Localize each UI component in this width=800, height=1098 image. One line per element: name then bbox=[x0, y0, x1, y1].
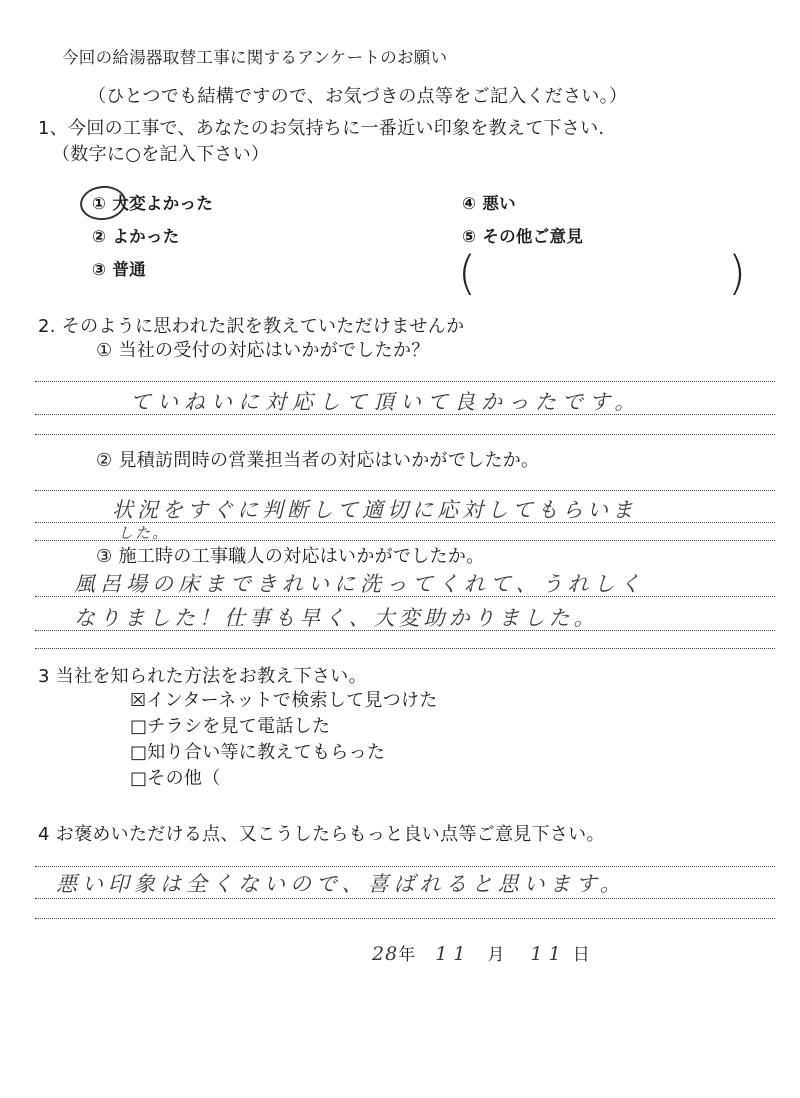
answer-line bbox=[35, 596, 775, 597]
answer-line bbox=[35, 434, 775, 435]
q1-option-4[interactable]: ④ 悪い bbox=[462, 194, 516, 213]
q1-option-1[interactable]: ① 大変よかった bbox=[92, 194, 214, 213]
answer-line bbox=[35, 648, 775, 649]
date-day-unit: 日 bbox=[572, 945, 590, 965]
date-month-unit: 月 bbox=[487, 945, 505, 965]
answer-line bbox=[35, 381, 775, 382]
date-day[interactable]: 11 bbox=[530, 943, 567, 965]
answer-line bbox=[35, 918, 775, 919]
q3-option-internet[interactable]: ☒インターネットで検索して見つけた bbox=[130, 690, 438, 711]
q1-option-2[interactable]: ② よかった bbox=[92, 227, 180, 246]
date-year[interactable]: 28 bbox=[372, 943, 399, 965]
q1-option-3[interactable]: ③ 普通 bbox=[92, 260, 146, 279]
q3-question: 3 当社を知られた方法をお教え下さい。 bbox=[38, 666, 367, 687]
q2-sub3: ③ 施工時の工事職人の対応はいかがでしたか。 bbox=[96, 546, 485, 567]
survey-title: 今回の給湯器取替工事に関するアンケートのお願い bbox=[62, 48, 448, 67]
q2-question: 2. そのように思われた訳を教えていただけませんか bbox=[38, 316, 465, 337]
handwritten-answer-2-line2[interactable]: した。 bbox=[118, 524, 170, 542]
answer-line bbox=[35, 630, 775, 631]
answer-line bbox=[35, 540, 775, 541]
answer-line bbox=[35, 414, 775, 415]
other-opinion-paren-close: ) bbox=[728, 246, 746, 300]
handwritten-answer-4[interactable]: 悪い印象は全くないので、喜ばれると思います。 bbox=[56, 872, 626, 896]
date-month[interactable]: 11 bbox=[435, 943, 472, 965]
handwritten-answer-2-line1[interactable]: 状況をすぐに判断して適切に応対してもらいま bbox=[112, 498, 637, 522]
handwritten-answer-1[interactable]: ていねいに対応して頂いて良かったです。 bbox=[130, 390, 642, 414]
handwritten-answer-3-line2[interactable]: なりました！仕事も早く、大変助かりました。 bbox=[74, 606, 599, 630]
q4-question: 4 お褒めいただける点、又こうしたらもっと良い点等ご意見下さい。 bbox=[38, 824, 605, 845]
q1-instruction: （数字に○を記入下さい） bbox=[52, 144, 270, 165]
answer-line bbox=[35, 866, 775, 867]
q2-sub1: ① 当社の受付の対応はいかがでしたか？ bbox=[96, 340, 430, 361]
q2-sub2: ② 見積訪問時の営業担当者の対応はいかがでしたか。 bbox=[96, 450, 540, 471]
survey-subtitle: （ひとつでも結構ですので、お気づきの点等をご記入ください。） bbox=[88, 86, 628, 107]
handwritten-answer-3-line1[interactable]: 風呂場の床まできれいに洗ってくれて、うれしく bbox=[74, 572, 646, 596]
q1-question: 1、今回の工事で、あなたのお気持ちに一番近い印象を教えて下さい. bbox=[38, 118, 605, 139]
other-opinion-paren-open: ( bbox=[458, 246, 476, 300]
q1-option-5[interactable]: ⑤ その他ご意見 bbox=[462, 227, 584, 246]
answer-line bbox=[35, 490, 775, 491]
answer-line bbox=[35, 898, 775, 899]
q3-option-acquaintance[interactable]: □知り合い等に教えてもらった bbox=[130, 742, 386, 763]
date-field bbox=[372, 940, 590, 965]
date-year-unit: 年 bbox=[398, 945, 416, 965]
q3-option-other[interactable]: □その他（ bbox=[130, 768, 221, 789]
q3-option-flyer[interactable]: □チラシを見て電話した bbox=[130, 716, 331, 737]
